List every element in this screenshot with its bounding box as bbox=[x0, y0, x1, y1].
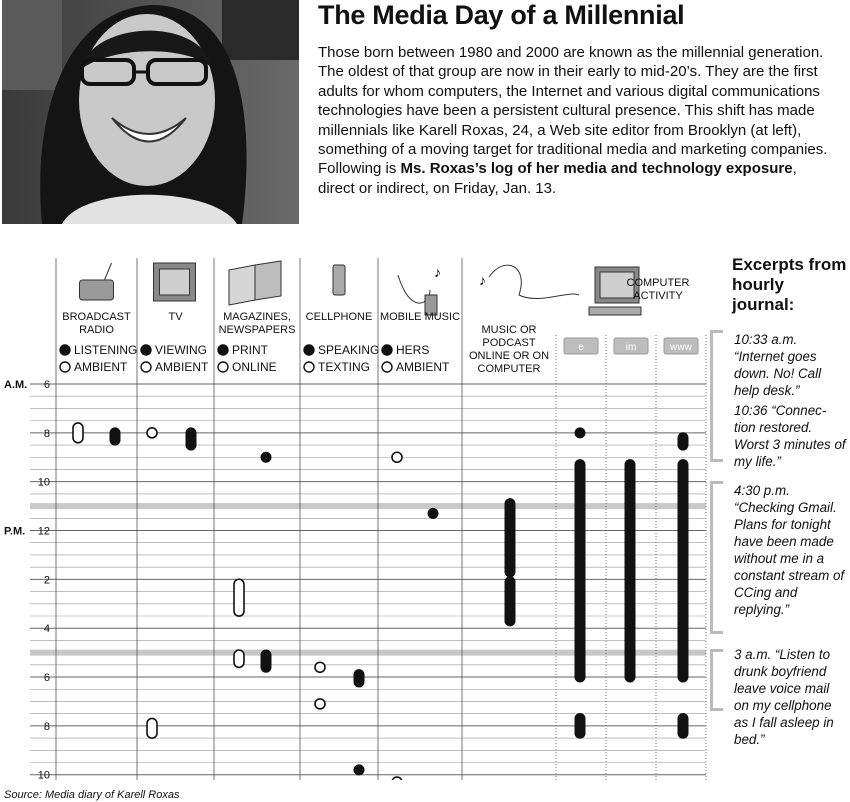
legend-label: LISTENING bbox=[74, 343, 138, 357]
tv-screen bbox=[160, 269, 190, 295]
legend-marker-filled bbox=[304, 345, 314, 355]
keyboard bbox=[589, 307, 641, 315]
event-mark-filled bbox=[110, 428, 120, 445]
column-label-tv: TV bbox=[168, 311, 183, 323]
hour-tick-label: 8 bbox=[43, 720, 50, 733]
excerpt-bracket-3 bbox=[710, 649, 723, 711]
legend-label: AMBIENT bbox=[155, 360, 209, 374]
column-label-mobile: MOBILE MUSIC bbox=[379, 311, 461, 323]
event-mark-filled bbox=[575, 714, 585, 739]
column-label-cell: CELLPHONE bbox=[305, 311, 373, 323]
intro-paragraph bbox=[318, 43, 838, 198]
excerpt-bracket-1 bbox=[710, 330, 723, 462]
column-label-podcast: MUSIC OR bbox=[481, 324, 537, 336]
intro-tail-text: , direct or indirect, on Friday, Jan. 13. bbox=[318, 160, 797, 197]
event-mark-open bbox=[234, 579, 244, 616]
source-note: Source: Media diary of Karell Roxas bbox=[4, 789, 180, 801]
column-label-podcast: ONLINE OR ON bbox=[468, 350, 550, 362]
magazine-icon bbox=[229, 265, 255, 305]
event-mark-open bbox=[234, 650, 244, 667]
legend-label: HERS bbox=[396, 343, 430, 357]
event-mark-filled bbox=[428, 508, 438, 518]
intro-text: Those born between 1980 and 2000 are known as the millennial generation. The oldest of that group are now in their early to mid-20’s. They are the first adults for whom computers, the Internet and various digital communications technologies have been a persistent cultural presence. This shift has made millennials like Karell Roxas, 24, a Web site editor from Brooklyn (at left), something of a moving target for traditional media and marketing companies. Following is bbox=[318, 44, 828, 178]
time-band bbox=[30, 650, 706, 656]
event-mark-open bbox=[147, 428, 157, 438]
legend-label: VIEWING bbox=[155, 343, 208, 357]
excerpt-2: 10:36 “Connec-tion restored. Worst 3 minutes of my life.” bbox=[734, 403, 846, 469]
event-mark-filled bbox=[575, 428, 585, 438]
legend-marker-open bbox=[382, 362, 392, 372]
hour-tick-label: 4 bbox=[43, 623, 50, 636]
column-label-radio: BROADCAST bbox=[62, 311, 131, 323]
event-mark-filled bbox=[505, 499, 515, 577]
event-mark-filled bbox=[625, 460, 635, 682]
event-mark-open bbox=[315, 662, 325, 672]
excerpt-3: 4:30 p.m. “Checking Gmail. Plans for tonight have been made without me in a constant stream of CCing and replying.” bbox=[734, 483, 845, 617]
event-mark-filled bbox=[575, 460, 585, 682]
intro-bold-text: Ms. Roxas’s log of her media and technology exposure bbox=[400, 160, 793, 178]
email-icon-label: e bbox=[578, 342, 584, 353]
time-band bbox=[30, 503, 706, 509]
excerpt-4: 3 a.m. “Listen to drunk boyfriend leave voice mail on my cellphone as I fall asleep in bed.” bbox=[734, 647, 834, 747]
column-label-computer: ACTIVITY bbox=[633, 290, 683, 302]
legend-label: AMBIENT bbox=[396, 360, 450, 374]
radio-icon bbox=[80, 280, 114, 300]
event-mark-open bbox=[147, 718, 157, 738]
legend-marker-open bbox=[141, 362, 151, 372]
event-mark-open bbox=[392, 452, 402, 462]
period-label: A.M. bbox=[4, 379, 28, 391]
legend-label: PRINT bbox=[232, 343, 268, 357]
legend-marker-filled bbox=[382, 345, 392, 355]
event-mark-filled bbox=[354, 670, 364, 687]
legend-marker-filled bbox=[60, 345, 70, 355]
event-mark-filled bbox=[678, 460, 688, 682]
event-mark-filled bbox=[186, 428, 196, 450]
cellphone-icon bbox=[333, 265, 345, 295]
event-mark-open bbox=[315, 699, 325, 709]
page-title: The Media Day of a Millennial bbox=[318, 0, 685, 30]
magazine-page bbox=[255, 261, 281, 300]
column-label-podcast: PODCAST bbox=[482, 337, 536, 349]
legend-marker-open bbox=[304, 362, 314, 372]
portrait-photo bbox=[2, 0, 299, 224]
hour-tick-label: 2 bbox=[43, 574, 50, 587]
radio-antenna bbox=[105, 263, 112, 280]
hour-tick-label: 10 bbox=[37, 476, 50, 489]
legend-label: TEXTING bbox=[318, 360, 371, 374]
column-label-radio: RADIO bbox=[79, 324, 114, 336]
column-label-computer: COMPUTER bbox=[626, 277, 690, 289]
event-mark-filled bbox=[261, 452, 271, 462]
legend-label: AMBIENT bbox=[74, 360, 128, 374]
excerpt-1: 10:33 a.m. “Internet goes down. No! Call help desk.” bbox=[734, 332, 822, 398]
excerpts-heading: Excerpts from hourly journal: bbox=[732, 255, 847, 314]
event-mark-filled bbox=[678, 433, 688, 450]
music-note: ♪ bbox=[479, 272, 486, 288]
column-label-print: MAGAZINES, bbox=[223, 311, 291, 323]
www-icon-label: www bbox=[670, 342, 692, 353]
event-mark-filled bbox=[354, 765, 364, 775]
im-icon-label: im bbox=[625, 342, 637, 353]
period-label: P.M. bbox=[4, 525, 26, 538]
legend-label: ONLINE bbox=[232, 360, 277, 374]
column-label-print: NEWSPAPERS bbox=[218, 324, 296, 336]
legend-label: SPEAKING bbox=[318, 343, 380, 357]
computer-music-icon bbox=[489, 265, 579, 298]
event-mark-open bbox=[392, 777, 402, 780]
column-label-podcast: COMPUTER bbox=[477, 363, 541, 375]
hour-tick-label: 10 bbox=[37, 769, 50, 780]
hour-tick-label: 6 bbox=[43, 379, 50, 391]
legend-marker-open bbox=[218, 362, 228, 372]
event-mark-open bbox=[73, 423, 83, 443]
legend-marker-open bbox=[60, 362, 70, 372]
event-mark-filled bbox=[505, 577, 515, 626]
hour-tick-label: 8 bbox=[43, 427, 50, 440]
event-mark-filled bbox=[261, 650, 271, 672]
legend-marker-filled bbox=[141, 345, 151, 355]
legend-marker-filled bbox=[218, 345, 228, 355]
portrait-illustration bbox=[2, 0, 299, 224]
music-note: ♪ bbox=[434, 264, 441, 280]
hour-tick-label: 6 bbox=[43, 672, 50, 685]
excerpt-bracket-2 bbox=[710, 481, 723, 634]
hour-tick-label: 12 bbox=[37, 525, 50, 538]
event-mark-filled bbox=[678, 714, 688, 739]
